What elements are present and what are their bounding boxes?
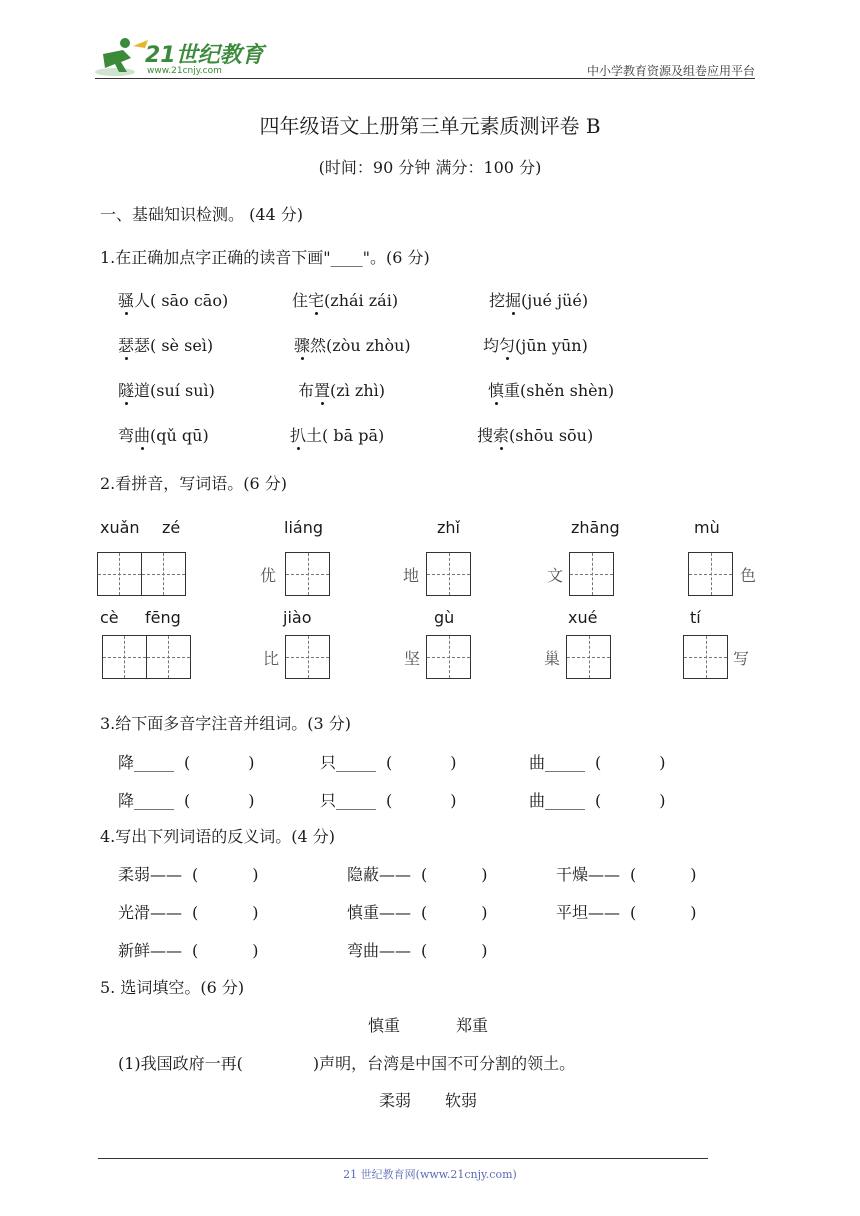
header-divider	[95, 78, 755, 79]
q4-item: 新鲜—— ( )	[118, 941, 259, 960]
pinyin-label: gù	[434, 608, 455, 627]
writing-grid[interactable]	[285, 552, 330, 596]
q1-item: 隧道(suí suì)	[118, 381, 215, 400]
pinyin-label: xué	[568, 608, 598, 627]
pinyin-label: mù	[694, 518, 720, 537]
q4-item: 弯曲—— ( )	[347, 941, 488, 960]
word-choice: 慎重	[368, 1016, 401, 1035]
q1-item: 弯曲(qǔ qū)	[118, 426, 209, 445]
logo-text: 21世纪教育	[145, 43, 264, 68]
word-choice: 郑重	[456, 1016, 489, 1035]
pinyin-label: cè	[100, 608, 119, 627]
q3-item: 曲_____ ( )	[529, 753, 666, 772]
pinyin-label: xuǎn	[100, 518, 140, 537]
writing-grid[interactable]	[426, 635, 471, 679]
q1-item: 布置(zì zhì)	[298, 381, 385, 400]
q1-item: 骤然(zòu zhòu)	[294, 336, 411, 355]
pinyin-label: zhǐ	[437, 518, 460, 537]
q1-prompt: 1.在正确加点字正确的读音下画"____"。(6 分)	[100, 248, 430, 267]
writing-grid[interactable]	[426, 552, 471, 596]
writing-grid[interactable]	[102, 635, 191, 679]
q5-sentence: (1)我国政府一再( )声明，台湾是中国不可分割的领土。	[118, 1054, 576, 1073]
grid-char: 色	[740, 566, 757, 585]
q4-item: 平坦—— ( )	[556, 903, 697, 922]
writing-grid[interactable]	[688, 552, 733, 596]
page-title: 四年级语文上册第三单元素质测评卷 B	[259, 114, 601, 138]
q3-item: 只_____ ( )	[320, 753, 457, 772]
grid-char: 比	[263, 649, 280, 668]
q4-item: 柔弱—— ( )	[118, 865, 259, 884]
q3-item: 降_____ ( )	[118, 791, 255, 810]
page-subtitle: (时间：90 分钟 满分：100 分)	[318, 158, 542, 177]
grid-char: 坚	[404, 649, 421, 668]
q1-item: 瑟瑟( sè seì)	[118, 336, 214, 355]
pinyin-label: jiào	[283, 608, 312, 627]
q3-item: 曲_____ ( )	[529, 791, 666, 810]
q1-item: 骚人( sāo cāo)	[118, 291, 229, 310]
writing-grid[interactable]	[569, 552, 614, 596]
word-choice: 柔弱	[379, 1091, 412, 1110]
q1-item: 搜索(shōu sōu)	[477, 426, 594, 445]
grid-char: 优	[260, 566, 277, 585]
writing-grid[interactable]	[566, 635, 611, 679]
grid-char: 文	[547, 566, 564, 585]
q4-item: 光滑—— ( )	[118, 903, 259, 922]
footer-link[interactable]: 21 世纪教育网(www.21cnjy.com)	[343, 1168, 517, 1181]
q1-item: 挖掘(jué jüé)	[489, 291, 589, 310]
writing-grid[interactable]	[683, 635, 728, 679]
q3-item: 降_____ ( )	[118, 753, 255, 772]
pinyin-label: liáng	[284, 518, 323, 537]
q5-prompt: 5. 选词填空。(6 分)	[100, 978, 245, 997]
q4-item: 干燥—— ( )	[556, 865, 697, 884]
writing-grid[interactable]	[97, 552, 186, 596]
grid-char: 地	[403, 566, 420, 585]
writing-grid[interactable]	[285, 635, 330, 679]
pinyin-label: zé	[162, 518, 181, 537]
q4-item: 隐蔽—— ( )	[347, 865, 488, 884]
q3-item: 只_____ ( )	[320, 791, 457, 810]
grid-char: 巢	[544, 649, 561, 668]
grid-char: 写	[733, 649, 750, 668]
q1-item: 均匀(jūn yūn)	[483, 336, 588, 355]
footer-divider	[98, 1158, 708, 1159]
site-logo	[93, 36, 268, 80]
logo-url: www.21cnjy.com	[147, 66, 222, 76]
q1-item: 住宅(zhái zái)	[292, 291, 399, 310]
pinyin-label: tí	[690, 608, 701, 627]
q4-prompt: 4.写出下列词语的反义词。(4 分)	[100, 827, 336, 846]
q1-item: 慎重(shěn shèn)	[488, 381, 615, 400]
section-heading: 一、基础知识检测。 (44 分)	[100, 205, 304, 224]
pinyin-label: zhāng	[571, 518, 620, 537]
platform-label: 中小学教育资源及组卷应用平台	[586, 64, 755, 78]
q2-prompt: 2.看拼音，写词语。(6 分)	[100, 474, 288, 493]
word-choice: 软弱	[445, 1091, 478, 1110]
pinyin-label: fēng	[145, 608, 181, 627]
q1-item: 扒土( bā pā)	[290, 426, 385, 445]
q4-item: 慎重—— ( )	[347, 903, 488, 922]
q3-prompt: 3.给下面多音字注音并组词。(3 分)	[100, 714, 352, 733]
